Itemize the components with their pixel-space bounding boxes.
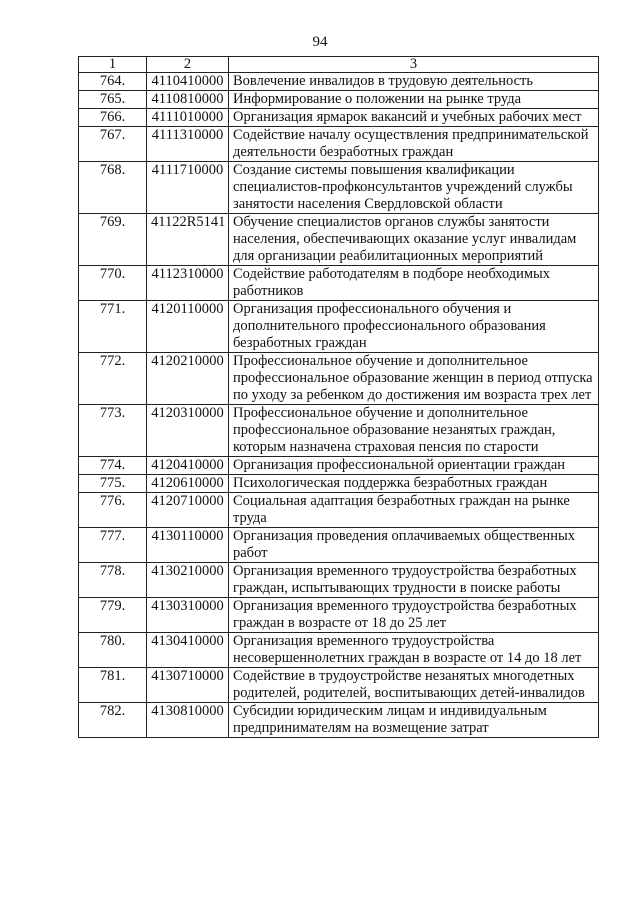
name-cell: Обучение специалистов органов службы занятости населения, обеспечивающих оказание услуг инвалидам для организации реабилитационных мероприятий	[229, 214, 599, 266]
table-row	[79, 493, 599, 528]
code-cell: 4130410000	[147, 633, 229, 668]
code-cell: 4110410000	[147, 73, 229, 91]
row-number-cell: 777.	[79, 528, 147, 563]
name-cell: Организация профессионального обучения и дополнительного профессионального образования безработных граждан	[229, 301, 599, 353]
table-body	[79, 73, 599, 738]
name-cell: Вовлечение инвалидов в трудовую деятельность	[229, 73, 599, 91]
row-number-cell: 775.	[79, 475, 147, 493]
table-row	[79, 457, 599, 475]
row-number-cell: 767.	[79, 127, 147, 162]
table-row	[79, 162, 599, 214]
table-row	[79, 214, 599, 266]
column-header-1: 1	[79, 57, 147, 73]
code-cell: 4120110000	[147, 301, 229, 353]
budget-classification-table	[78, 56, 599, 738]
row-number-cell: 779.	[79, 598, 147, 633]
row-number-cell: 765.	[79, 91, 147, 109]
code-cell: 4130210000	[147, 563, 229, 598]
table-row	[79, 301, 599, 353]
column-header-2: 2	[147, 57, 229, 73]
table-row	[79, 127, 599, 162]
row-number-cell: 769.	[79, 214, 147, 266]
code-cell: 4112310000	[147, 266, 229, 301]
row-number-cell: 776.	[79, 493, 147, 528]
table-row	[79, 475, 599, 493]
name-cell: Содействие началу осуществления предпринимательской деятельности безработных граждан	[229, 127, 599, 162]
table-row	[79, 109, 599, 127]
page-number: 94	[312, 34, 328, 50]
table-row	[79, 353, 599, 405]
name-cell: Создание системы повышения квалификации специалистов-профконсультантов учреждений службы занятости населения Свердловской области	[229, 162, 599, 214]
row-number-cell: 780.	[79, 633, 147, 668]
row-number-cell: 771.	[79, 301, 147, 353]
column-header-3: 3	[229, 57, 599, 73]
name-cell: Содействие в трудоустройстве незанятых многодетных родителей, родителей, воспитывающих детей-инвалидов	[229, 668, 599, 703]
table-row	[79, 91, 599, 109]
table-row	[79, 266, 599, 301]
row-number-cell: 770.	[79, 266, 147, 301]
table-header-row	[79, 57, 599, 73]
code-cell: 41122R5141	[147, 214, 229, 266]
table-row	[79, 598, 599, 633]
row-number-cell: 766.	[79, 109, 147, 127]
code-cell: 4120210000	[147, 353, 229, 405]
code-cell: 4111010000	[147, 109, 229, 127]
table-row	[79, 73, 599, 91]
code-cell: 4130810000	[147, 703, 229, 738]
code-cell: 4120410000	[147, 457, 229, 475]
code-cell: 4130310000	[147, 598, 229, 633]
row-number-cell: 772.	[79, 353, 147, 405]
table-row	[79, 703, 599, 738]
table-row	[79, 563, 599, 598]
code-cell: 4120610000	[147, 475, 229, 493]
row-number-cell: 778.	[79, 563, 147, 598]
table-row	[79, 528, 599, 563]
table-row	[79, 668, 599, 703]
table-row	[79, 633, 599, 668]
name-cell: Информирование о положении на рынке труда	[229, 91, 599, 109]
name-cell: Социальная адаптация безработных граждан на рынке труда	[229, 493, 599, 528]
name-cell: Профессиональное обучение и дополнительное профессиональное образование женщин в период отпуска по уходу за ребенком до достижения им возраста трех лет	[229, 353, 599, 405]
name-cell: Профессиональное обучение и дополнительное профессиональное образование незанятых граждан, которым назначена страховая пенсия по старости	[229, 405, 599, 457]
code-cell: 4111710000	[147, 162, 229, 214]
row-number-cell: 781.	[79, 668, 147, 703]
row-number-cell: 764.	[79, 73, 147, 91]
code-cell: 4111310000	[147, 127, 229, 162]
name-cell: Психологическая поддержка безработных граждан	[229, 475, 599, 493]
row-number-cell: 773.	[79, 405, 147, 457]
code-cell: 4120710000	[147, 493, 229, 528]
code-cell: 4130710000	[147, 668, 229, 703]
name-cell: Организация временного трудоустройства безработных граждан, испытывающих трудности в поиске работы	[229, 563, 599, 598]
name-cell: Организация проведения оплачиваемых общественных работ	[229, 528, 599, 563]
name-cell: Субсидии юридическим лицам и индивидуальным предпринимателям на возмещение затрат	[229, 703, 599, 738]
name-cell: Организация профессиональной ориентации граждан	[229, 457, 599, 475]
code-cell: 4130110000	[147, 528, 229, 563]
name-cell: Организация ярмарок вакансий и учебных рабочих мест	[229, 109, 599, 127]
row-number-cell: 774.	[79, 457, 147, 475]
row-number-cell: 768.	[79, 162, 147, 214]
table-row	[79, 405, 599, 457]
code-cell: 4110810000	[147, 91, 229, 109]
name-cell: Организация временного трудоустройства безработных граждан в возрасте от 18 до 25 лет	[229, 598, 599, 633]
name-cell: Организация временного трудоустройства несовершеннолетних граждан в возрасте от 14 до 18 лет	[229, 633, 599, 668]
name-cell: Содействие работодателям в подборе необходимых работников	[229, 266, 599, 301]
code-cell: 4120310000	[147, 405, 229, 457]
row-number-cell: 782.	[79, 703, 147, 738]
